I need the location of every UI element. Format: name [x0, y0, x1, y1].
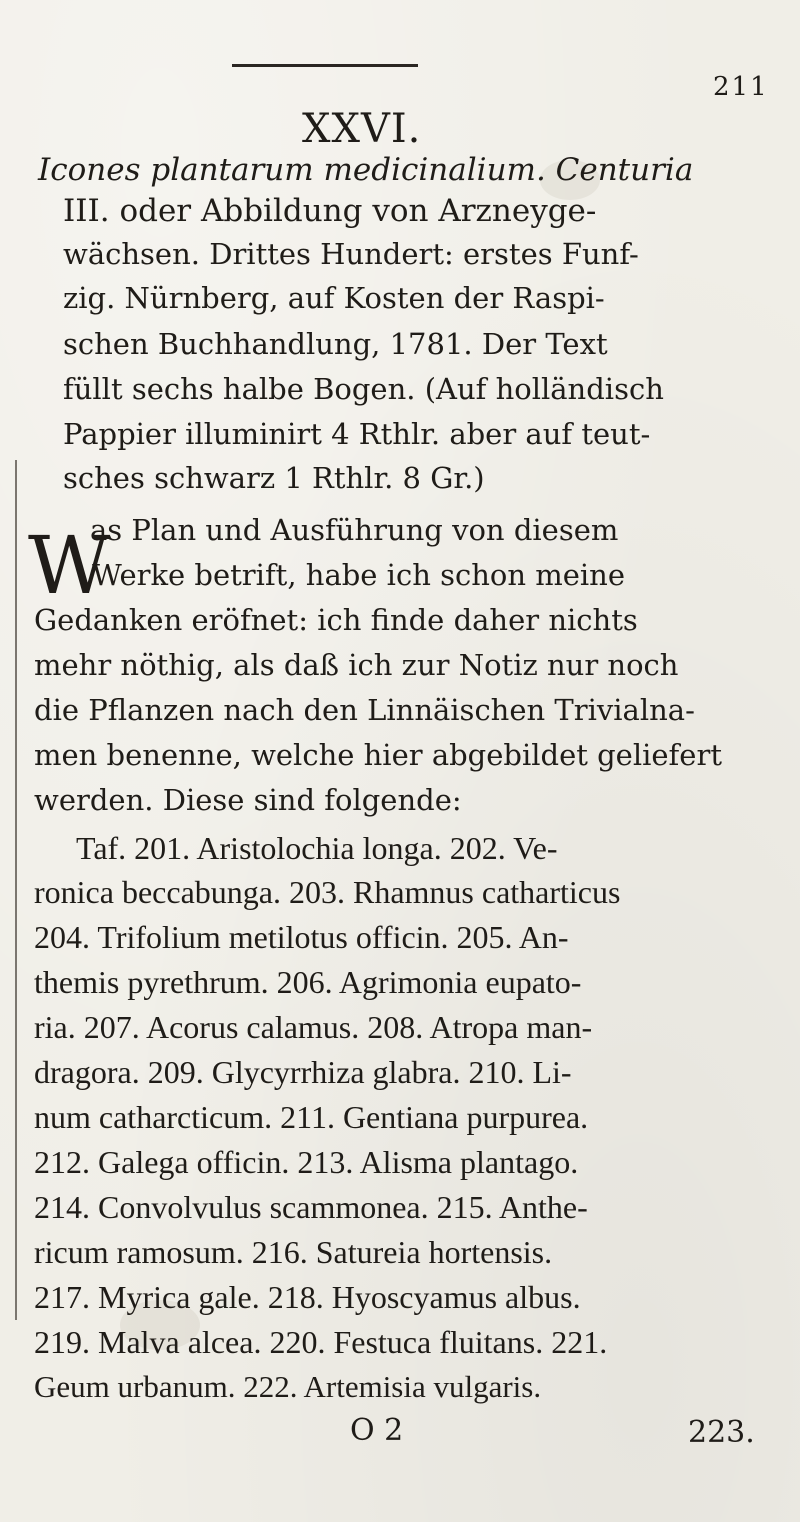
body-line: Gedanken eröfnet: ich finde daher nichts: [34, 603, 638, 637]
plant-list-line: 217. Myrica gale. 218. Hyoscyamus albus.: [34, 1279, 581, 1315]
intro-line: zig. Nürnberg, auf Kosten der Raspi-: [63, 281, 605, 315]
intro-line: wächsen. Drittes Hundert: erstes Funf-: [63, 237, 639, 271]
plant-list-line: num catharcticum. 211. Gentiana purpurea.: [34, 1099, 589, 1135]
body-line: Werke betrift, habe ich schon meine: [92, 558, 626, 592]
body-line: werden. Diese sind folgende:: [34, 783, 462, 817]
intro-line: schen Buchhandlung, 1781. Der Text: [63, 327, 608, 361]
plant-list-line: 219. Malva alcea. 220. Festuca fluitans. 221.: [34, 1324, 608, 1360]
plant-list-line: themis pyrethrum. 206. Agrimonia eupato-: [34, 964, 582, 1000]
plant-list-line: ria. 207. Acorus calamus. 208. Atropa man-: [34, 1009, 593, 1045]
plant-list-line: dragora. 209. Glycyrrhiza glabra. 210. Li-: [34, 1054, 572, 1090]
intro-line: Pappier illuminirt 4 Rthlr. aber auf teut-: [63, 417, 651, 451]
drop-cap: W: [28, 519, 111, 612]
intro-line: sches schwarz 1 Rthlr. 8 Gr.): [63, 461, 485, 495]
page-number: 211: [713, 72, 769, 102]
intro-line: füllt sechs halbe Bogen. (Auf holländisch: [63, 372, 664, 406]
top-rule: [232, 64, 418, 67]
intro-line: III. oder Abbildung von Arzneyge-: [63, 193, 597, 229]
catchword: 223.: [688, 1415, 755, 1450]
plant-list-line: Geum urbanum. 222. Artemisia vulgaris.: [34, 1369, 542, 1404]
article-number-heading: XXVI.: [302, 106, 422, 152]
plant-list-line: 204. Trifolium metilotus officin. 205. An-: [34, 919, 569, 955]
body-line: men benenne, welche hier abgebildet geliefert: [34, 738, 722, 772]
body-line: die Pflanzen nach den Linnäischen Trivialna-: [34, 693, 695, 727]
plant-list-line: ronica beccabunga. 203. Rhamnus catharticus: [34, 874, 621, 910]
intro-line: Icones plantarum medicinalium. Centuria: [38, 152, 694, 188]
gutter-shadow: [15, 460, 17, 1320]
body-line: mehr nöthig, als daß ich zur Notiz nur noch: [34, 648, 679, 682]
plant-list-line: 214. Convolvulus scammonea. 215. Anthe-: [34, 1189, 588, 1225]
signature-mark: O 2: [350, 1413, 404, 1448]
body-line: as Plan und Ausführung von diesem: [90, 513, 619, 547]
plant-list-line: ricum ramosum. 216. Satureia hortensis.: [34, 1234, 553, 1270]
plant-list-line: Taf. 201. Aristolochia longa. 202. Ve-: [76, 830, 558, 866]
plant-list-line: 212. Galega officin. 213. Alisma plantago.: [34, 1144, 579, 1180]
